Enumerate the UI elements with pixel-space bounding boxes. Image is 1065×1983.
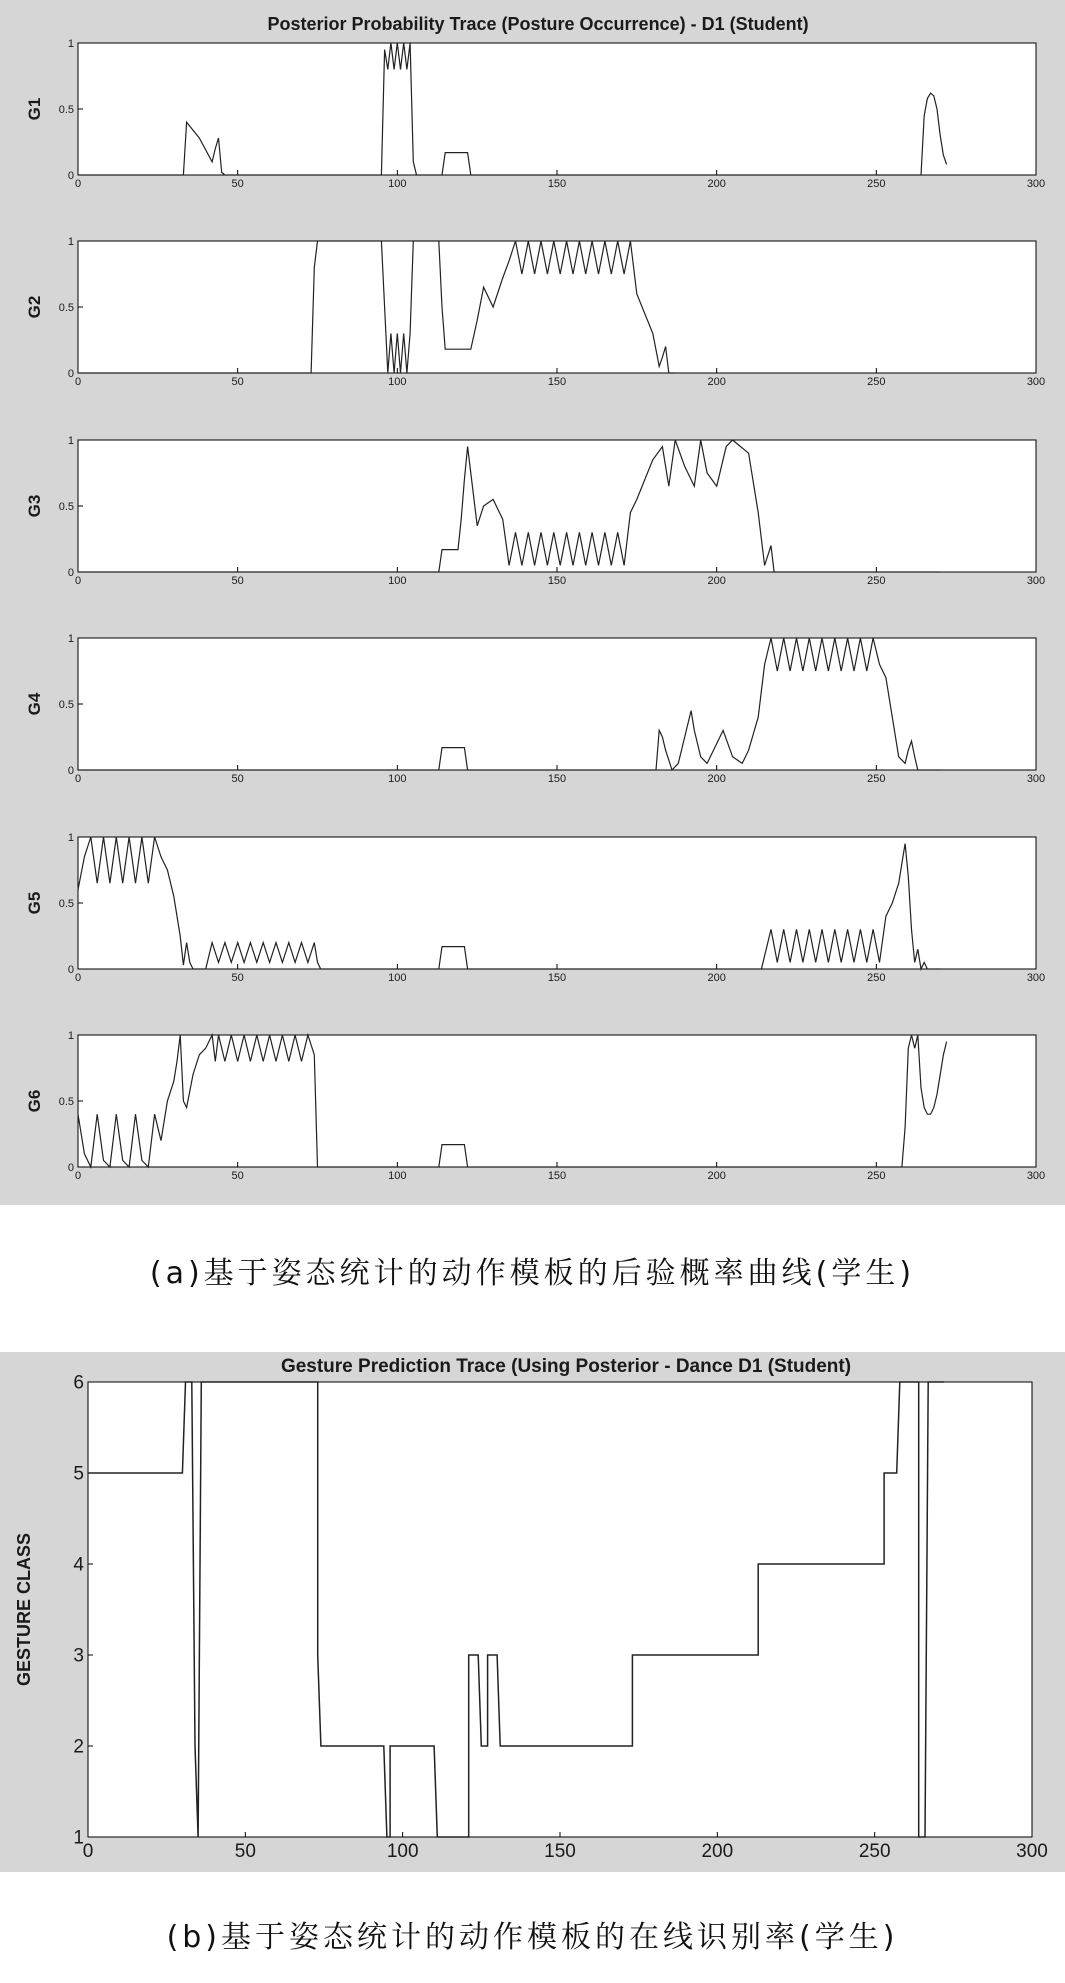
g3-ylabel: G3	[25, 494, 44, 518]
prediction-xtick-label: 0	[82, 1841, 94, 1862]
g4-xtick-label: 250	[867, 773, 886, 785]
g5-xtick-label: 0	[74, 972, 82, 984]
g6-xtick-label: 50	[231, 1170, 244, 1182]
prediction-xtick-label: 300	[1016, 1841, 1048, 1862]
g3-xtick-label: 200	[707, 575, 726, 587]
g4-xtick-label: 150	[547, 773, 567, 785]
caption-a: (a)基于姿态统计的动作模板的后验概率曲线(学生)	[149, 1256, 916, 1291]
prediction-ytick-label: 1	[73, 1827, 84, 1849]
g6-ylabel: G6	[25, 1089, 44, 1113]
g1-xtick-label: 300	[1026, 178, 1046, 190]
g4-xtick-label: 100	[388, 773, 407, 785]
prediction-ytick-label: 3	[73, 1645, 84, 1667]
g1-xtick-label: 100	[388, 178, 407, 190]
g6-xtick-label: 300	[1026, 1170, 1046, 1182]
prediction-xtick-label: 50	[234, 1841, 256, 1862]
prediction-ylabel: GESTURE CLASS	[14, 1532, 34, 1687]
g5-xtick-label: 150	[547, 972, 567, 984]
g5-ylabel: G5	[25, 891, 44, 915]
g3-xtick-label: 150	[547, 575, 567, 587]
prediction-plot-area	[88, 1382, 1032, 1837]
g4-xtick-label: 0	[74, 773, 82, 785]
g6-xtick-label: 250	[867, 1170, 886, 1182]
g6-ytick-label: 1	[67, 1029, 74, 1042]
g1-xtick-label: 150	[547, 178, 567, 190]
g2-plot-area	[78, 241, 1036, 373]
g6-xtick-label: 150	[547, 1170, 567, 1182]
g3-xtick-label: 100	[388, 575, 407, 587]
g4-ytick-label: 0.5	[58, 698, 74, 711]
g3-xtick-label: 0	[74, 575, 82, 587]
g1-xtick-label: 250	[867, 178, 886, 190]
g5-xtick-label: 250	[867, 972, 886, 984]
g4-xtick-label: 200	[707, 773, 726, 785]
g6-ytick-label: 0	[67, 1161, 74, 1174]
g6-xtick-label: 200	[707, 1170, 726, 1182]
g5-ytick-label: 0	[67, 963, 74, 976]
prediction-xtick-label: 150	[544, 1841, 576, 1862]
g6-ytick-label: 0.5	[58, 1095, 74, 1108]
g4-ylabel: G4	[25, 692, 44, 716]
g5-xtick-label: 100	[388, 972, 407, 984]
g6-xtick-label: 100	[388, 1170, 407, 1182]
g5-ytick-label: 0.5	[58, 897, 74, 910]
g6-xtick-label: 0	[74, 1170, 82, 1182]
g1-xtick-label: 200	[707, 178, 726, 190]
g4-plot-area	[78, 638, 1036, 770]
g1-xtick-label: 50	[231, 178, 244, 190]
g1-xtick-label: 0	[74, 178, 82, 190]
prediction-figure-panel	[0, 1352, 1065, 1872]
prediction-xtick-label: 250	[858, 1841, 891, 1862]
prediction-xtick-label: 200	[701, 1841, 734, 1862]
caption-b: (b)基于姿态统计的动作模板的在线识别率(学生)	[166, 1920, 899, 1955]
g5-ytick-label: 1	[67, 831, 74, 844]
g5-xtick-label: 300	[1026, 972, 1046, 984]
g3-xtick-label: 50	[231, 575, 244, 587]
g4-xtick-label: 300	[1026, 773, 1046, 785]
g1-ytick-label: 1	[67, 37, 74, 50]
g3-xtick-label: 300	[1026, 575, 1046, 587]
g2-xtick-label: 200	[707, 376, 726, 388]
g3-ytick-label: 1	[67, 434, 74, 447]
prediction-ytick-label: 6	[73, 1372, 84, 1394]
g1-plot-area	[78, 43, 1036, 175]
g2-xtick-label: 0	[74, 376, 82, 388]
g2-ytick-label: 1	[67, 235, 74, 248]
g2-ytick-label: 0.5	[58, 301, 74, 314]
g4-ytick-label: 0	[67, 764, 74, 777]
prediction-figure	[0, 1352, 1065, 1872]
g4-xtick-label: 50	[231, 773, 244, 785]
g5-xtick-label: 200	[707, 972, 726, 984]
g2-xtick-label: 50	[231, 376, 244, 388]
prediction-xtick-label: 100	[386, 1841, 419, 1862]
g2-ytick-label: 0	[67, 367, 74, 380]
g3-xtick-label: 250	[867, 575, 886, 587]
g3-ytick-label: 0	[67, 566, 74, 579]
g6-plot-area	[78, 1035, 1036, 1167]
g2-xtick-label: 150	[547, 376, 567, 388]
prediction-ytick-label: 5	[73, 1463, 84, 1485]
g4-ytick-label: 1	[67, 632, 74, 645]
g2-xtick-label: 250	[867, 376, 886, 388]
posterior-chart-title: Posterior Probability Trace (Posture Occurrence) - D1 (Student)	[267, 14, 809, 34]
g1-ylabel: G1	[25, 97, 44, 121]
g5-xtick-label: 50	[231, 972, 244, 984]
g1-ytick-label: 0.5	[58, 103, 74, 116]
g1-ytick-label: 0	[67, 169, 74, 182]
g2-xtick-label: 300	[1026, 376, 1046, 388]
prediction-ytick-label: 2	[73, 1736, 84, 1758]
prediction-ytick-label: 4	[73, 1554, 84, 1576]
prediction-chart-title: Gesture Prediction Trace (Using Posterior - Dance D1 (Student)	[280, 1356, 852, 1377]
g2-ylabel: G2	[25, 295, 44, 319]
g3-ytick-label: 0.5	[58, 500, 74, 513]
g2-xtick-label: 100	[388, 376, 407, 388]
g3-plot-area	[78, 440, 1036, 572]
